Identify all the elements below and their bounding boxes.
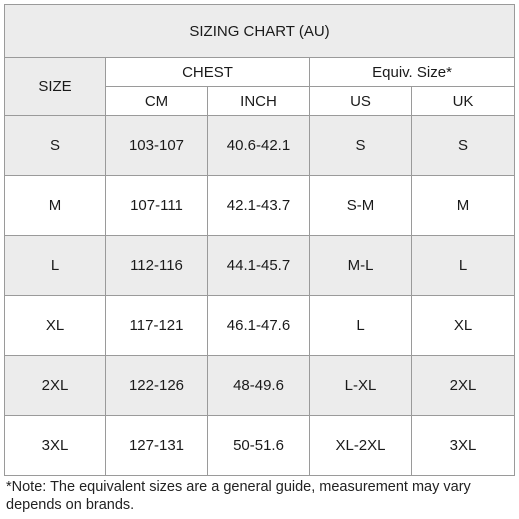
- size-cell: S: [5, 116, 106, 176]
- table-row: [5, 116, 515, 176]
- uk-cell: 2XL: [412, 356, 515, 416]
- us-cell: L: [310, 296, 412, 356]
- inch-cell: 44.1-45.7: [208, 236, 310, 296]
- uk-cell: 3XL: [412, 416, 515, 476]
- uk-cell: M: [412, 176, 515, 236]
- table-row: [5, 416, 515, 476]
- size-cell: L: [5, 236, 106, 296]
- inch-cell: 48-49.6: [208, 356, 310, 416]
- uk-cell: S: [412, 116, 515, 176]
- us-column-header: US: [310, 87, 412, 116]
- size-cell: 2XL: [5, 356, 106, 416]
- sizing-chart-table: [4, 4, 515, 476]
- size-cell: XL: [5, 296, 106, 356]
- size-cell: M: [5, 176, 106, 236]
- chest-group-header: CHEST: [106, 58, 310, 87]
- size-cell: 3XL: [5, 416, 106, 476]
- uk-cell: XL: [412, 296, 515, 356]
- inch-column-header: INCH: [208, 87, 310, 116]
- size-column-header: SIZE: [5, 58, 106, 116]
- table-row: [5, 176, 515, 236]
- us-cell: S: [310, 116, 412, 176]
- footnote: *Note: The equivalent sizes are a general guide, measurement may vary depends on brands.: [6, 479, 471, 513]
- table-row: [5, 356, 515, 416]
- table-row: [5, 236, 515, 296]
- cm-cell: 117-121: [106, 296, 208, 356]
- us-cell: L-XL: [310, 356, 412, 416]
- cm-cell: 127-131: [106, 416, 208, 476]
- cm-cell: 112-116: [106, 236, 208, 296]
- inch-cell: 50-51.6: [208, 416, 310, 476]
- uk-column-header: UK: [412, 87, 515, 116]
- table-row: [5, 296, 515, 356]
- cm-cell: 107-111: [106, 176, 208, 236]
- inch-cell: 46.1-47.6: [208, 296, 310, 356]
- equiv-size-group-header: Equiv. Size*: [310, 58, 515, 87]
- inch-cell: 40.6-42.1: [208, 116, 310, 176]
- us-cell: M-L: [310, 236, 412, 296]
- uk-cell: L: [412, 236, 515, 296]
- inch-cell: 42.1-43.7: [208, 176, 310, 236]
- us-cell: S-M: [310, 176, 412, 236]
- cm-column-header: CM: [106, 87, 208, 116]
- chart-title: SIZING CHART (AU): [5, 5, 515, 58]
- us-cell: XL-2XL: [310, 416, 412, 476]
- cm-cell: 103-107: [106, 116, 208, 176]
- cm-cell: 122-126: [106, 356, 208, 416]
